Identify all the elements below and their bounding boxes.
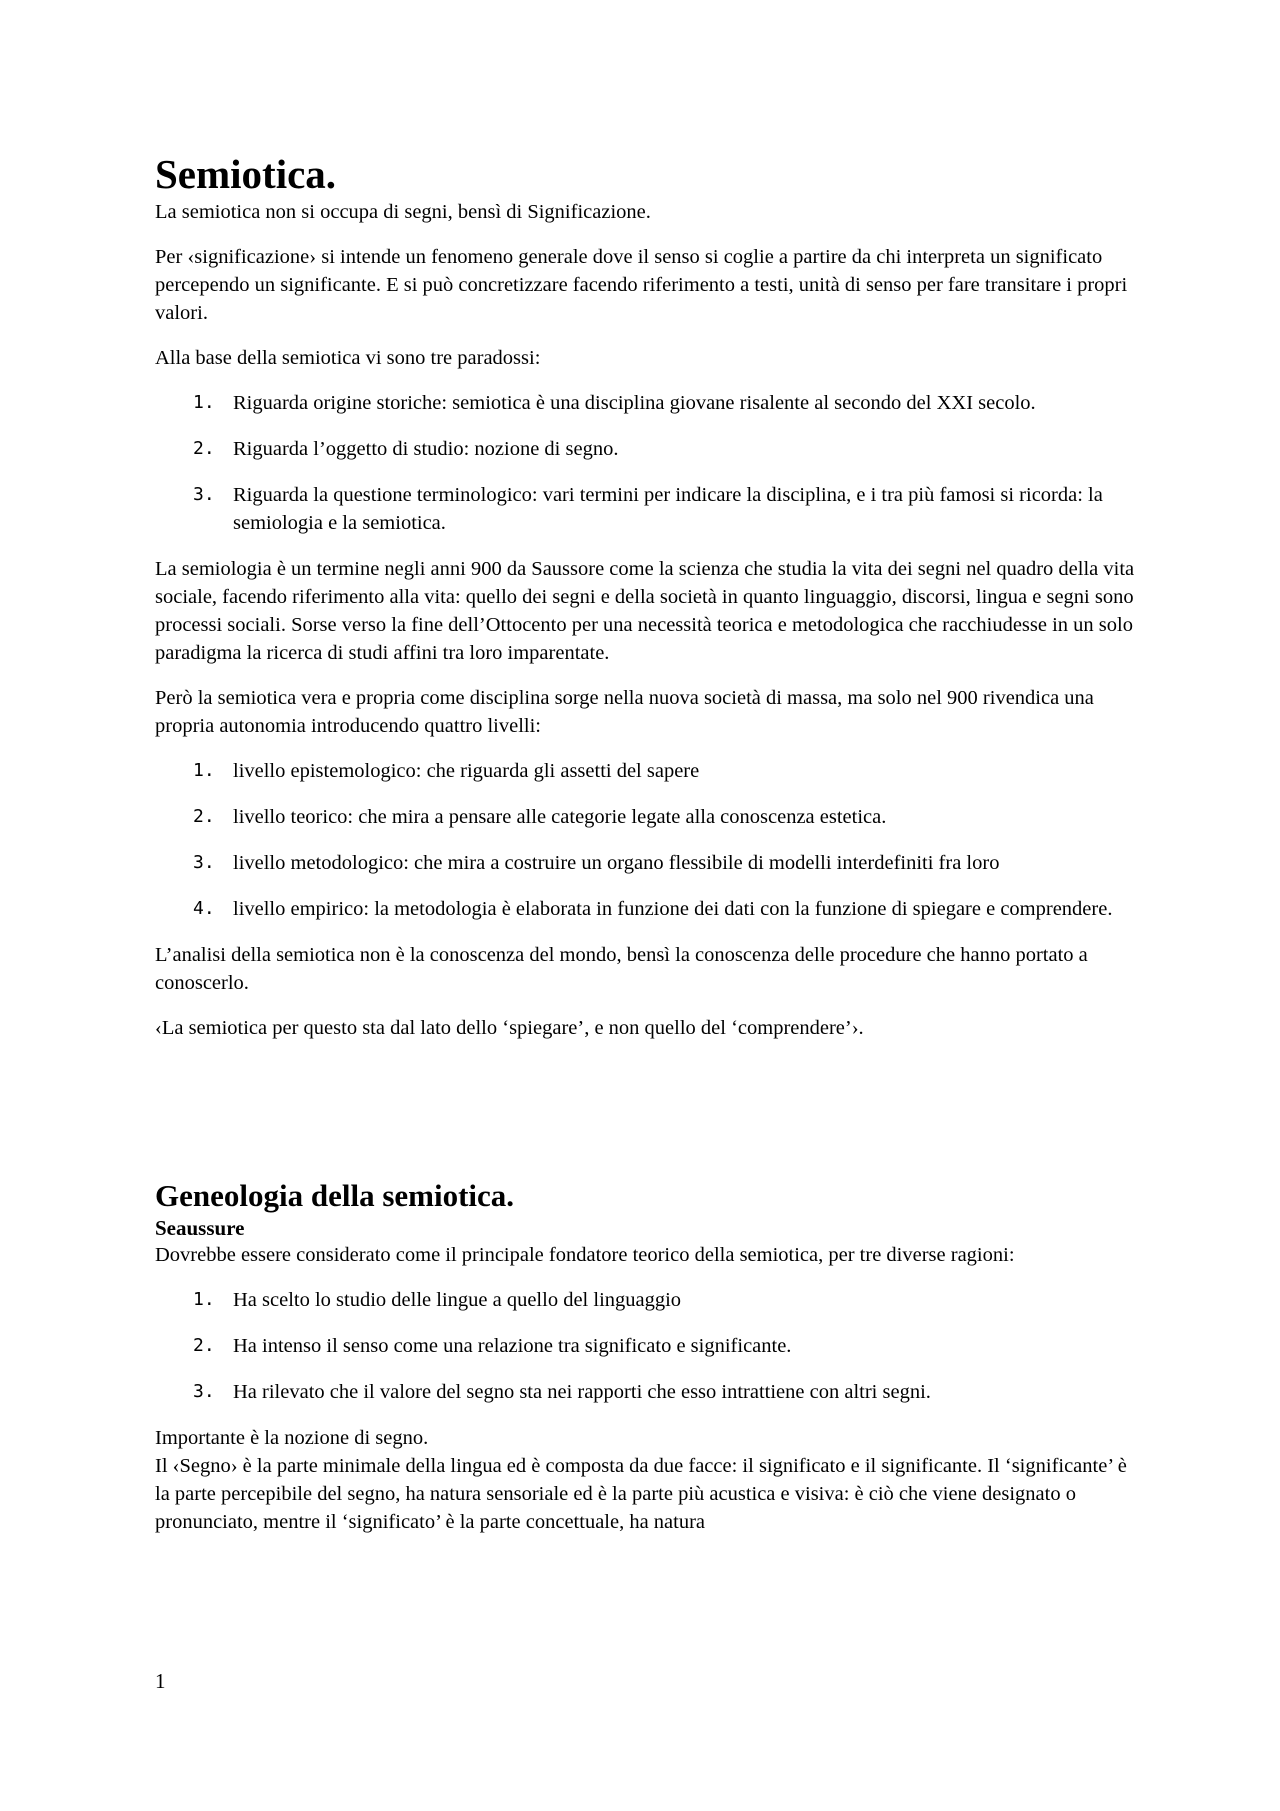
list-item	[155, 389, 1135, 417]
section-title: Geneologia della semiotica.	[155, 1178, 515, 1213]
paragraph: Per ‹significazione› si intende un fenomeno generale dove il senso si coglie a partire da chi interpreta un significato percependo un significante. E si può concretizzare facendo riferimento a testi, unità di senso per fare transitare i propri valori.	[155, 246, 1128, 324]
list-number: 1.	[193, 392, 215, 413]
list-number: 2.	[193, 1335, 215, 1356]
paragraph: ‹La semiotica per questo sta dal lato dello ‘spiegare’, e non quello del ‘comprendere’›.	[155, 1017, 864, 1039]
paragraph: Importante è la nozione di segno.	[155, 1427, 429, 1449]
paradoxes-list	[155, 389, 1135, 537]
section-spacer	[155, 1059, 1135, 1177]
paragraph: Dovrebbe essere considerato come il principale fondatore teorico della semiotica, per tre diverse ragioni:	[155, 1244, 1015, 1266]
subsection-title: Seaussure	[155, 1216, 245, 1240]
list-number: 1.	[193, 1289, 215, 1310]
list-item-text: Ha scelto lo studio delle lingue a quello del linguaggio	[233, 1289, 682, 1311]
list-item	[155, 435, 1135, 463]
list-number: 2.	[193, 806, 215, 827]
list-item-text: Riguarda origine storiche: semiotica è una disciplina giovane risalente al secondo del XXI secolo.	[233, 392, 1036, 414]
list-item-text: livello epistemologico: che riguarda gli assetti del sapere	[233, 760, 700, 782]
list-item-text: livello empirico: la metodologia è elaborata in funzione dei dati con la funzione di spiegare e comprendere.	[233, 898, 1113, 920]
paragraph: Però la semiotica vera e propria come disciplina sorge nella nuova società di massa, ma solo nel 900 rivendica una propria autonomia introducendo quattro livelli:	[155, 687, 1094, 737]
paragraph: Alla base della semiotica vi sono tre paradossi:	[155, 347, 541, 369]
list-item-text: Ha intenso il senso come una relazione tra significato e significante.	[233, 1335, 792, 1357]
list-number: 3.	[193, 484, 215, 505]
list-number: 2.	[193, 438, 215, 459]
list-item-text: Riguarda l’oggetto di studio: nozione di segno.	[233, 438, 619, 460]
list-item	[155, 895, 1135, 923]
section-title: Semiotica.	[155, 151, 337, 197]
list-item	[155, 849, 1135, 877]
list-item-text: livello teorico: che mira a pensare alle categorie legate alla conoscenza estetica.	[233, 806, 887, 828]
list-item	[155, 1332, 1135, 1360]
page-number: 1	[155, 1669, 166, 1693]
list-item-text: Ha rilevato che il valore del segno sta nei rapporti che esso intrattiene con altri segni.	[233, 1381, 931, 1403]
list-number: 3.	[193, 1381, 215, 1402]
paragraph: Il ‹Segno› è la parte minimale della lingua ed è composta da due facce: il significato e il significante. Il ‘significante’ è la parte percepibile del segno, ha natura sensoriale ed è la parte più acustica e visiva: è ciò che viene designato o pronunciato, mentre il ‘significato’ è la parte concettuale, ha natura	[155, 1455, 1127, 1533]
reasons-list	[155, 1286, 1135, 1406]
list-item	[155, 757, 1135, 785]
paragraph: La semiotica non si occupa di segni, bensì di Significazione.	[155, 201, 651, 223]
list-item-text: livello metodologico: che mira a costruire un organo flessibile di modelli interdefiniti fra loro	[233, 852, 1000, 874]
list-item	[155, 803, 1135, 831]
paragraph: La semiologia è un termine negli anni 900 da Saussore come la scienza che studia la vita dei segni nel quadro della vita sociale, facendo riferimento alla vita: quello dei segni e della società in quanto linguaggio, discorsi, lingua e segni sono processi sociali. Sorse verso la fine dell’Ottocento per una necessità teorica e metodologica che racchiudesse in un solo paradigma la ricerca di studi affini tra loro imparentate.	[155, 558, 1135, 664]
list-item	[155, 1286, 1135, 1314]
levels-list	[155, 757, 1135, 923]
list-number: 1.	[193, 760, 215, 781]
document-page	[155, 150, 1135, 1536]
list-item-text: Riguarda la questione terminologico: vari termini per indicare la disciplina, e i tra più famosi si ricorda: la semiologia e la semiotica.	[233, 484, 1103, 534]
list-number: 4.	[193, 898, 215, 919]
list-item	[155, 481, 1135, 537]
list-number: 3.	[193, 852, 215, 873]
paragraph: L’analisi della semiotica non è la conoscenza del mondo, bensì la conoscenza delle procedure che hanno portato a conoscerlo.	[155, 944, 1088, 994]
list-item	[155, 1378, 1135, 1406]
